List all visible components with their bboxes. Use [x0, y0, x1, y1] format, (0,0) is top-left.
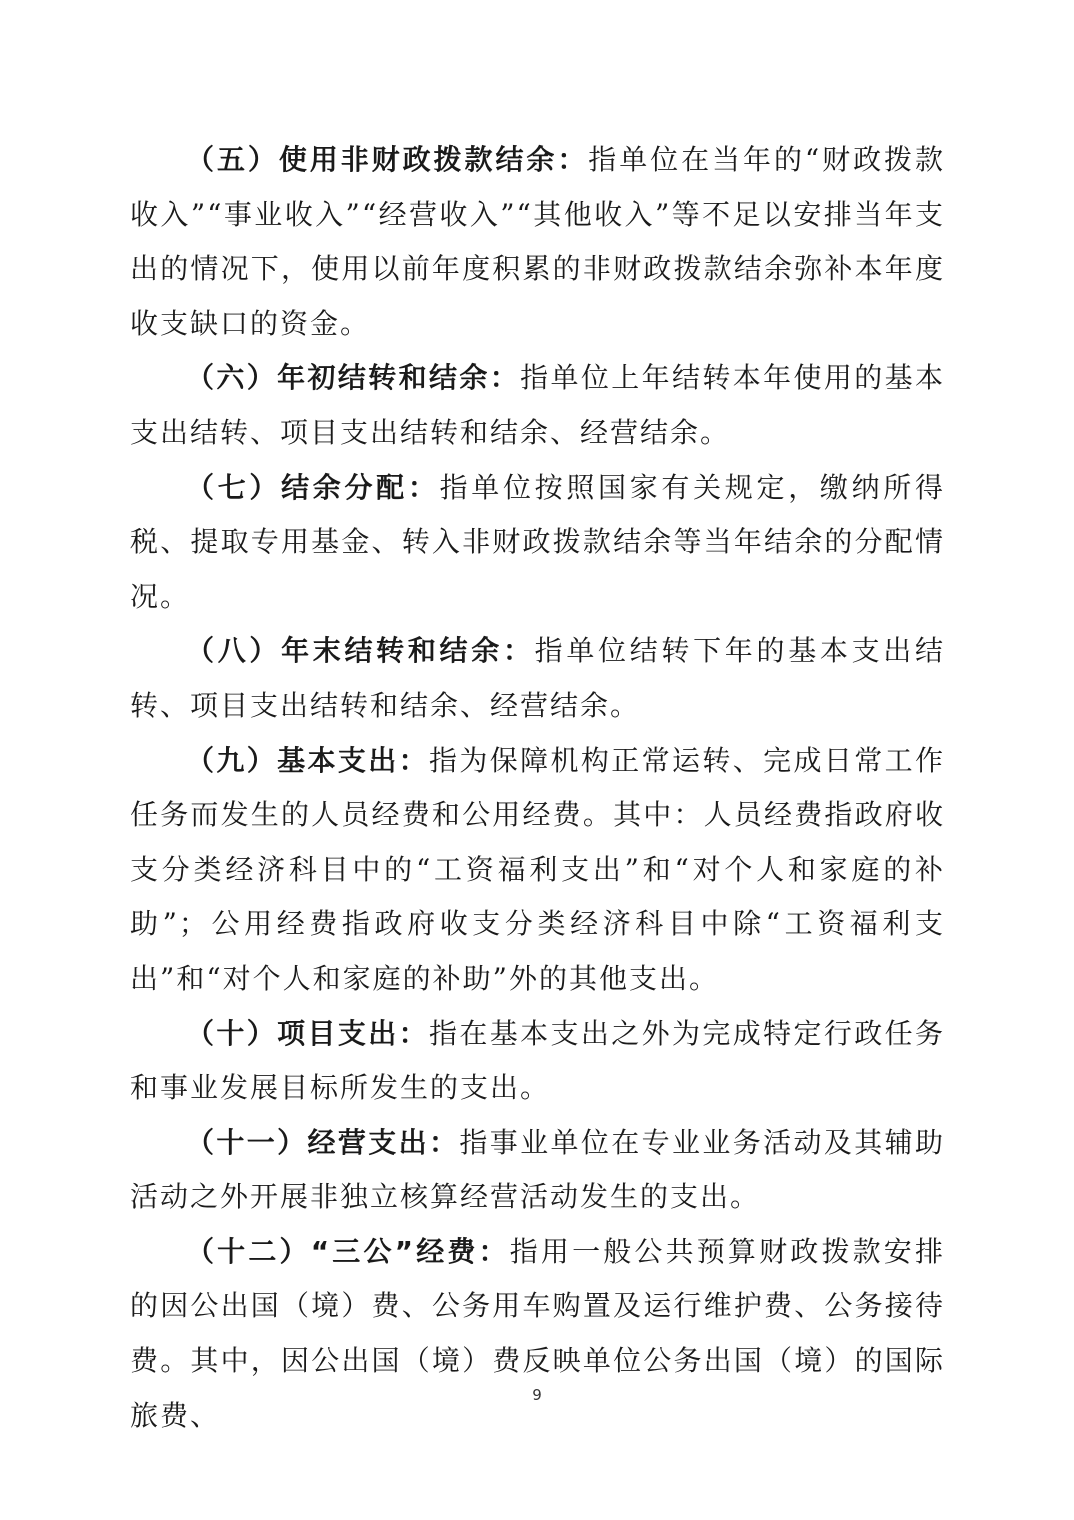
paragraph-text: 指事业单位在专业业务活动及其辅助活动之外开展非独立核算经营活动发生的支出。	[130, 1125, 945, 1214]
paragraph-12	[130, 1225, 945, 1443]
paragraph-8	[130, 624, 945, 733]
paragraph-7	[130, 461, 945, 625]
paragraph-text: 指用一般公共预算财政拨款安排的因公出国（境）费、公务用车购置及运行维护费、公务接待费。其中，因公出国（境）费反映单位公务出国（境）的国际旅费、	[130, 1234, 945, 1432]
page-number: 9	[532, 1386, 542, 1404]
document-body	[130, 133, 945, 1443]
paragraph-5	[130, 133, 945, 351]
paragraph-text: 指单位在当年的“财政拨款收入”“事业收入”“经营收入”“其他收入”等不足以安排当年支出的情况下，使用以前年度积累的非财政拨款结余弥补本年度收支缺口的资金。	[130, 143, 945, 340]
paragraph-6	[130, 351, 945, 460]
term-heading: （八）年末结转和结余：	[186, 634, 535, 668]
paragraph-10	[130, 1007, 945, 1116]
term-heading: （九）基本支出：	[186, 743, 429, 777]
paragraph-text: 指为保障机构正常运转、完成日常工作任务而发生的人员经费和公用经费。其中：人员经费指政府收支分类经济科目中的“工资福利支出”和“对个人和家庭的补助”；公用经费指政府收支分类经济科目中除“工资福利支出”和“对个人和家庭的补助”外的其他支出。	[130, 743, 945, 995]
term-heading: （十一）经营支出：	[186, 1125, 460, 1159]
term-heading: （七）结余分配：	[186, 470, 440, 504]
term-heading: （十二）“三公”经费：	[186, 1234, 510, 1268]
paragraph-text: 指单位结转下年的基本支出结转、项目支出结转和结余、经营结余。	[130, 634, 945, 722]
paragraph-9	[130, 734, 945, 1007]
paragraph-11	[130, 1116, 945, 1225]
paragraph-text: 指单位上年结转本年使用的基本支出结转、项目支出结转和结余、经营结余。	[130, 361, 945, 449]
paragraph-text: 指在基本支出之外为完成特定行政任务和事业发展目标所发生的支出。	[130, 1016, 945, 1105]
term-heading: （十）项目支出：	[186, 1016, 429, 1050]
term-heading: （五）使用非财政拨款结余：	[186, 143, 589, 176]
paragraph-text: 指单位按照国家有关规定，缴纳所得税、提取专用基金、转入非财政拨款结余等当年结余的分配情况。	[130, 470, 945, 613]
term-heading: （六）年初结转和结余：	[186, 361, 521, 395]
